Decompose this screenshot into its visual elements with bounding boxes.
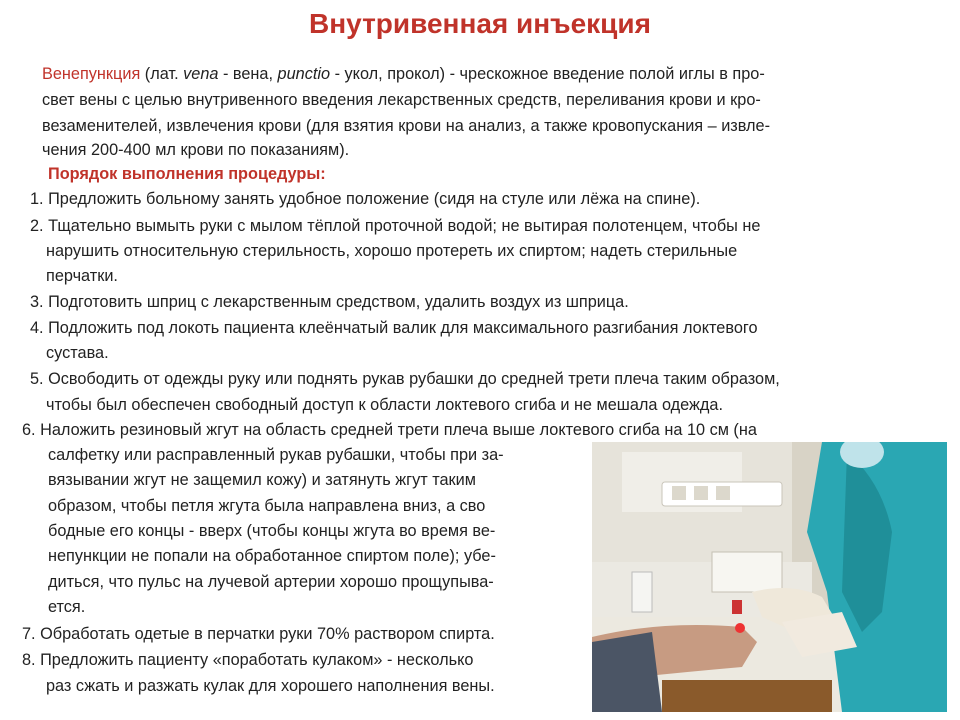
step-2-cont: нарушить относительную стерильность, хорошо протереть их спиртом; надеть стерильные xyxy=(46,242,738,260)
step-6-cont: непункции не попали на обработанное спиртом поле); убе- xyxy=(48,547,496,565)
step-5-cont: чтобы был обеспечен свободный доступ к области локтевого сгиба и не мешала одежда. xyxy=(46,396,723,414)
venipuncture-photo xyxy=(592,442,947,712)
step-8: 8. Предложить пациенту «поработать кулаком» - несколько xyxy=(22,651,474,669)
definition-line-4: чения 200-400 мл крови по показаниям). xyxy=(42,141,350,159)
step-3: 3. Подготовить шприц с лекарственным средством, удалить воздух из шприца. xyxy=(30,293,629,311)
definition-text: - вена, xyxy=(218,65,278,83)
step-6-cont: бодные его концы - вверх (чтобы концы жгута во время ве- xyxy=(48,522,496,540)
definition-line-2: свет вены с целью внутривенного введения лекарственных средств, переливания крови и кро- xyxy=(42,91,761,109)
step-8-cont: раз сжать и разжать кулак для хорошего наполнения вены. xyxy=(46,677,495,695)
step-4-cont: сустава. xyxy=(46,344,109,362)
step-6-cont: вязывании жгут не защемил кожу) и затянуть жгут таким xyxy=(48,471,476,489)
venipuncture-illustration xyxy=(592,442,947,712)
definition-line-1 xyxy=(42,64,765,84)
definition-text: - укол, прокол) - чрескожное введение полой иглы в про- xyxy=(330,65,765,83)
step-6-cont: образом, чтобы петля жгута была направлена вниз, а сво xyxy=(48,497,486,515)
definition-line-3: везаменителей, извлечения крови (для взятия крови на анализ, а также кровопускания – извле- xyxy=(42,117,771,135)
step-6-cont: диться, что пульс на лучевой артерии хорошо прощупыва- xyxy=(48,573,494,591)
step-6-cont: салфетку или расправленный рукав рубашки, чтобы при за- xyxy=(48,446,504,464)
procedure-heading: Порядок выполнения процедуры: xyxy=(48,165,326,183)
step-2: 2. Тщательно вымыть руки с мылом тёплой проточной водой; не вытирая полотенцем, чтобы не xyxy=(30,217,761,235)
step-4: 4. Подложить под локоть пациента клеёнчатый валик для максимального разгибания локтевого xyxy=(30,319,758,337)
latin-vena: vena xyxy=(183,65,219,83)
latin-punctio: punctio xyxy=(277,65,331,83)
definition-text: (лат. xyxy=(140,65,184,83)
step-6: 6. Наложить резиновый жгут на область средней трети плеча выше локтевого сгиба на 10 см (на xyxy=(22,421,757,439)
step-6-cont: ется. xyxy=(48,598,86,616)
page-title: Внутривенная инъекция xyxy=(309,8,651,39)
step-7: 7. Обработать одетые в перчатки руки 70% раствором спирта. xyxy=(22,625,495,643)
step-1: 1. Предложить больному занять удобное положение (сидя на стуле или лёжа на спине). xyxy=(30,190,701,208)
step-5: 5. Освободить от одежды руку или поднять рукав рубашки до средней трети плеча таким образом, xyxy=(30,370,780,388)
step-2-cont: перчатки. xyxy=(46,267,118,285)
definition-term: Венепункция xyxy=(42,65,141,83)
